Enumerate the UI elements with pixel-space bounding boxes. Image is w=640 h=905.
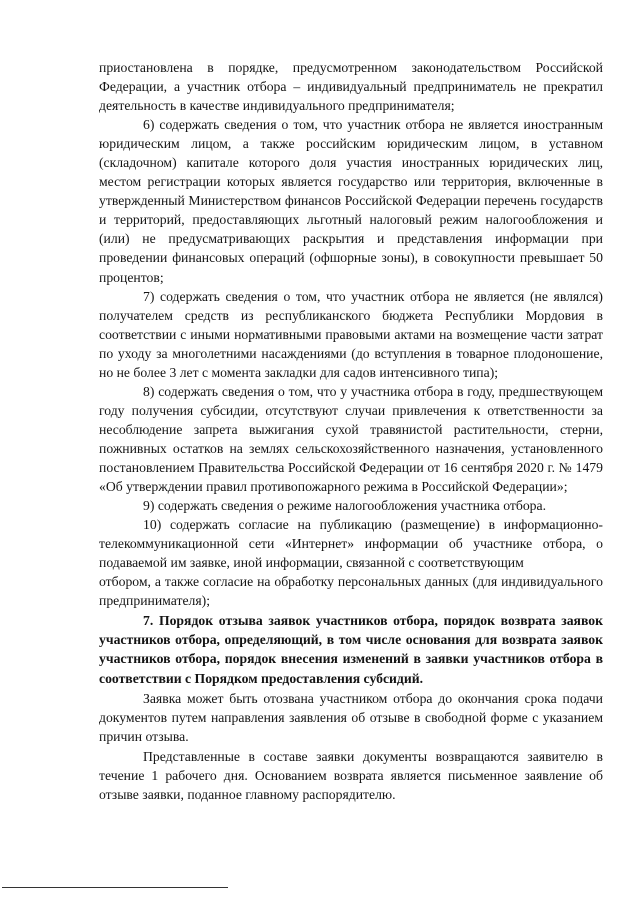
paragraph-item-9: 9) содержать сведения о режиме налогообложения участника отбора. [143,498,547,514]
section-heading-7: 7. Порядок отзыва заявок участников отбора, порядок возврата заявок участников отбора, определяющий, в том числе основания для возврата заявок участников отбора, порядок внесения изменений в заявки участников отбора в соответствии с Порядком предоставления субсидий. [99,613,603,686]
paragraph-continuation: приостановлена в порядке, предусмотренном законодательством Российской Федерации, а участник отбора – индивидуальный предприниматель не прекратил деятельность в качестве индивидуального предпринимателя; [99,60,603,114]
paragraph-item-8: 8) содержать сведения о том, что у участника отбора в году, предшествующем году получения субсидии, отсутствуют случаи привлечения к ответственности за несоблюдение запрета выжигания сухой травянистой растительности, стерни, пожнивных остатков на землях сельскохозяйственного назначения, установленного постановлением Правительства Российской Федерации от 16 сентября 2020 г. № 1479 «Об утверждении правил противопожарного режима в Российской Федерации»; [99,383,603,495]
paragraph-return: Представленные в составе заявки документы возвращаются заявителю в течение 1 рабочего дня. Основанием возврата является письменное заявление об отзыве заявки, поданное главному распорядителю. [99,748,603,802]
paragraph-withdrawal: Заявка может быть отозвана участником отбора до окончания срока подачи документов путем направления заявления об отзыве в свободной форме с указанием причин отзыва. [99,690,603,744]
paragraph-item-10-continuation: отбором, а также согласие на обработку персональных данных (для индивидуального предпринимателя); [99,574,603,609]
paragraph-item-6: 6) содержать сведения о том, что участник отбора не является иностранным юридическим лицом, а также российским юридическим лицом, в уставном (складочном) капитале которого доля участия иностранных юридических лиц, местом регистрации которых является государство или территория, включенные в утвержденный Министерством финансов Российской Федерации перечень государств и территорий, предоставляющих льготный налоговый режим налогообложения и (или) не предусматривающих раскрытия и представления информации при проведении финансовых операций (офшорные зоны), в совокупности превышает 50 процентов; [99,117,603,285]
paragraph-item-10: 10) содержать согласие на публикацию (размещение) в информационно-телекоммуникационной сети «Интернет» информации об участнике отбора, о подаваемой им заявке, иной информации, связанной с соответствующим [99,517,603,571]
paragraph-item-7: 7) содержать сведения о том, что участник отбора не является (не являлся) получателем средств из республиканского бюджета Республики Мордовия в соответствии с иными нормативными правовыми актами на возмещение части затрат по уходу за многолетними насаждениями (до вступления в товарное плодоношение, но не более 3 лет с момента закладки для садов интенсивного типа); [99,288,603,380]
footnote-separator [2,887,228,888]
document-body [99,58,603,804]
